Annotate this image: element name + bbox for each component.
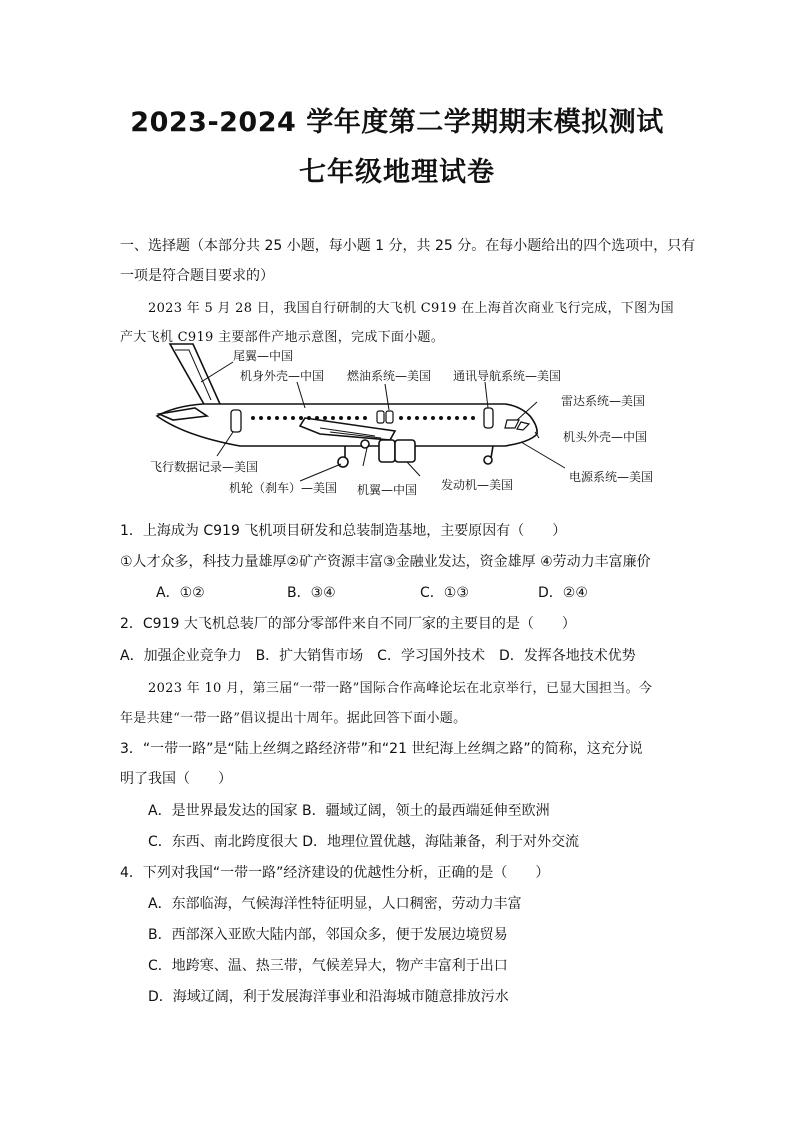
question-3-options-ab: A．是世界最发达的国家 B．疆域辽阔，领土的最西端延伸至欧洲 xyxy=(148,803,550,819)
question-2-options: A．加强企业竞争力 B．扩大销售市场 C．学习国外技术 D．发挥各地技术优势 xyxy=(120,648,636,664)
exam-subtitle: 七年级地理试卷 xyxy=(299,157,495,188)
label-fuel-system: 燃油系统—美国 xyxy=(347,369,432,383)
label-wheel: 机轮（刹车）—美国 xyxy=(229,481,338,495)
intro1-line2: 产大飞机 C919 主要部件产地示意图，完成下面小题。 xyxy=(120,330,445,345)
question-4-option-c: C．地跨寒、温、热三带，气候差异大，物产丰富利于出口 xyxy=(148,958,508,974)
label-nose: 机头外壳—中国 xyxy=(563,430,648,444)
label-wing: 机翼—中国 xyxy=(357,483,418,497)
question-4-option-b: B．西部深入亚欧大陆内部，邻国众多，便于发展边境贸易 xyxy=(148,927,508,943)
question-4-option-d: D．海域辽阔，利于发展海洋事业和沿海城市随意排放污水 xyxy=(148,989,509,1005)
label-fuselage: 机身外壳—中国 xyxy=(240,369,325,383)
exam-title: 2023-2024 学年度第二学期期末模拟测试 xyxy=(130,107,664,138)
question-1-option-a: A．①② xyxy=(156,585,205,601)
label-engine: 发动机—美国 xyxy=(441,478,514,492)
question-4-option-a: A．东部临海，气候海洋性特征明显，人口稠密，劳动力丰富 xyxy=(148,896,522,912)
intro1-line1: 2023 年 5 月 28 日，我国自行研制的大飞机 C919 在上海首次商业飞行完成，下图为国 xyxy=(148,301,674,316)
label-tail: 尾翼—中国 xyxy=(233,349,294,363)
question-3-stem-line2: 明了我国（ ） xyxy=(120,771,232,787)
question-1-option-b: B．③④ xyxy=(287,585,336,601)
intro2-line2: 年是共建“一带一路”倡议提出十周年。据此回答下面小题。 xyxy=(120,711,467,726)
label-power-system: 电源系统—美国 xyxy=(569,470,654,484)
label-nav-system: 通讯导航系统—美国 xyxy=(453,369,562,383)
question-3-options-cd: C．东西、南北跨度很大 D．地理位置优越，海陆兼备，利于对外交流 xyxy=(148,834,580,850)
intro2-line1: 2023 年 10 月，第三届“一带一路”国际合作高峰论坛在北京举行，已显大国担当。今 xyxy=(148,681,653,696)
label-flight-recorder: 飞行数据记录—美国 xyxy=(150,460,259,474)
airplane-diagram xyxy=(145,336,665,506)
question-1-stem: 1．上海成为 C919 飞机项目研发和总装制造基地，主要原因有（ ） xyxy=(120,523,567,539)
question-1-statements: ①人才众多，科技力量雄厚②矿产资源丰富③金融业发达，资金雄厚 ④劳动力丰富廉价 xyxy=(120,554,651,570)
question-1-option-d: D．②④ xyxy=(538,585,588,601)
label-radar-system: 雷达系统—美国 xyxy=(561,394,646,408)
question-1-option-c: C．①③ xyxy=(420,585,469,601)
section-heading-line2: 一项是符合题目要求的） xyxy=(120,268,274,284)
question-2-stem: 2．C919 大飞机总装厂的部分零部件来自不同厂家的主要目的是（ ） xyxy=(120,616,576,632)
question-4-stem: 4．下列对我国“一带一路”经济建设的优越性分析，正确的是（ ） xyxy=(120,865,550,881)
question-3-stem-line1: 3．“一带一路”是“陆上丝绸之路经济带”和“21 世纪海上丝绸之路”的简称，这充分说 xyxy=(120,741,643,757)
section-heading-line1: 一、选择题（本部分共 25 小题，每小题 1 分，共 25 分。在每小题给出的四个选项中，只有 xyxy=(120,238,696,254)
